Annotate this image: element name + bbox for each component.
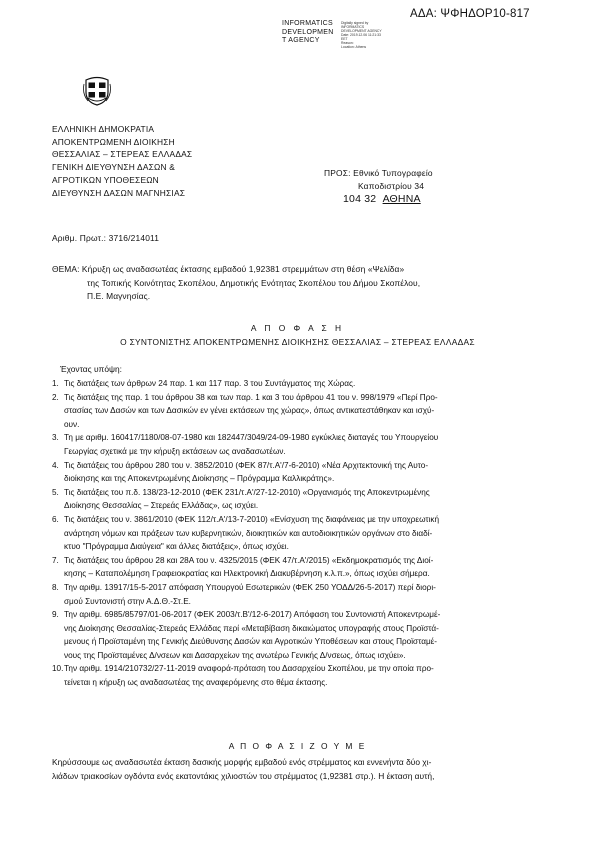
list-item-text: Γεωργίας σχετικά με την κήρυξη εκτάσεων ως αναδασωτέων. (64, 446, 286, 456)
list-item (52, 540, 542, 554)
list-item-number (52, 404, 64, 418)
list-item-number (52, 418, 64, 432)
list-item (52, 418, 542, 432)
list-item (52, 662, 542, 676)
recipient-name: ΠΡΟΣ: Εθνικό Τυπογραφείο (324, 168, 433, 178)
list-item (52, 581, 542, 595)
list-item-text: στασίας των Δασών και των Δασικών εν γένει εκτάσεων της χώρας», όπως αντικατεστάθηκαν και ισχύ- (64, 406, 435, 416)
protocol-number: Αριθμ. Πρωτ.: 3716/214011 (52, 233, 160, 243)
recipient-city: ΑΘΗΝΑ (382, 192, 421, 205)
list-item (52, 391, 542, 405)
stamp-line: DEVELOPMEN (282, 28, 334, 36)
list-item (52, 567, 542, 581)
list-item-number (52, 649, 64, 663)
list-item-text: διοίκησης και της Αποκεντρωμένης Διοίκησης – Πρόγραμμα Καλλικράτης». (64, 474, 335, 484)
list-item-text: Τις διατάξεις του π.δ. 138/23-12-2010 (ΦΕΚ 231/τ.Α'/27-12-2010) «Οργανισμός της Αποκεντρωμένης (64, 487, 430, 497)
list-item (52, 595, 542, 609)
decision-subtitle: Ο ΣΥΝΤΟΝΙΣΤΗΣ ΑΠΟΚΕΝΤΡΩΜΕΝΗΣ ΔΙΟΙΚΗΣΗΣ ΘΕΣΣΑΛΙΑΣ – ΣΤΕΡΕΑΣ ΕΛΛΑΔΑΣ (120, 337, 475, 347)
list-item-number: 3. (52, 433, 59, 443)
list-item (52, 472, 542, 486)
list-item-number: 2. (52, 392, 59, 402)
stamp-detail: INFORMATICS (341, 25, 365, 29)
decision-title: Α Π Ο Φ Α Σ Η (250, 323, 345, 333)
decision-body (52, 756, 542, 783)
considerations-list (52, 377, 542, 690)
signature-stamp-details (341, 21, 382, 49)
list-item-number: 6. (52, 514, 59, 524)
list-item (52, 622, 542, 636)
list-item (52, 459, 542, 473)
authority-line: ΘΕΣΣΑΛΙΑΣ – ΣΤΕΡΕΑΣ ΕΛΛΑΔΑΣ (52, 149, 193, 160)
list-item (52, 608, 542, 622)
recipient-city-line (324, 193, 433, 206)
list-item-text: νης Διοίκησης Θεσσαλίας-Στερεάς Ελλάδας περί «Μεταβίβαση δικαιώματος υπογραφής στους Προϊστά- (64, 623, 439, 633)
list-item (52, 404, 542, 418)
list-item-number (52, 499, 64, 513)
list-item (52, 486, 542, 500)
list-item (52, 431, 542, 445)
list-item (52, 554, 542, 568)
list-item-number (52, 445, 64, 459)
subject-line: Π.Ε. Μαγνησίας. (87, 291, 151, 301)
authority-line: ΔΙΕΥΘΥΝΣΗ ΔΑΣΩΝ ΜΑΓΝΗΣΙΑΣ (52, 187, 186, 198)
list-item-text: Τη με αριθμ. 160417/1180/08-07-1980 και 182447/3049/24-09-1980 εγκύκλιες διαταγές του Υπουργείου (64, 433, 439, 443)
list-item-text: μενους ή Προϊσταμένη της Γενικής Διεύθυνσης Δασών και Αγροτικών Υποθέσεων και στους Προϊσταμέ- (64, 637, 438, 647)
list-item (52, 377, 542, 391)
list-item-number (52, 567, 64, 581)
stamp-line: T AGENCY (282, 37, 320, 44)
list-item-text: Την αριθμ. 13917/15-5-2017 απόφαση Υπουργού Εσωτερικών (ΦΕΚ 250 ΥΟΔΔ/26-5-2017) περί διορι- (64, 582, 436, 592)
list-item-text: τείνεται η κήρυξη ως αναδασωτέας της αναφερόμενης στο θέμα έκτασης. (64, 678, 328, 688)
subject-line: της Τοπικής Κοινότητας Σκοπέλου, Δημοτικής Ενότητας Σκοπέλου του Δήμου Σκοπέλου, (87, 277, 421, 288)
list-item-text: Την αριθμ. 6985/85797/01-06-2017 (ΦΕΚ 2003/τ.Β'/12-6-2017) Απόφαση του Συντονιστή Αποκεντρωμέ- (64, 610, 441, 620)
stamp-detail: EET (341, 37, 348, 41)
authority-line: ΑΠΟΚΕΝΤΡΩΜΕΝΗ ΔΙΟΙΚΗΣΗ (52, 136, 175, 147)
stamp-line: INFORMATICS (282, 20, 334, 27)
list-item-number: 7. (52, 555, 59, 565)
recipient-postcode: 104 32 (343, 192, 377, 205)
list-item-text: σμού Συντονιστή στην Α.Δ.Θ.-Στ.Ε. (64, 596, 191, 606)
list-item-number: 10. (52, 664, 64, 674)
list-item-number (52, 540, 64, 554)
authority-line: ΑΓΡΟΤΙΚΩΝ ΥΠΟΘΕΣΕΩΝ (52, 174, 159, 185)
authority-line: ΓΕΝΙΚΗ ΔΙΕΥΘΥΝΣΗ ΔΑΣΩΝ & (52, 162, 176, 173)
decide-heading: Α Π Ο Φ Α Σ Ι Ζ Ο Υ Μ Ε (228, 741, 367, 751)
list-item-text: Διοίκησης Θεσσαλίας – Στερεάς Ελλάδας», ως ισχύει. (64, 501, 259, 511)
list-item-text: κτυο "Πρόγραμμα Διαύγεια" και άλλες διατάξεις», όπως ισχύει. (64, 542, 289, 552)
list-item (52, 445, 542, 459)
authority-line: ΕΛΛΗΝΙΚΗ ΔΗΜΟΚΡΑΤΙΑ (52, 124, 155, 134)
subject-line: ΘΕΜΑ: Κήρυξη ως αναδασωτέας έκτασης εμβαδού 1,92381 στρεμμάτων στη θέση «Ψελίδα» (52, 264, 405, 274)
list-item-text: κησης – Καταπολέμηση Γραφειοκρατίας και Ηλεκτρονική Διακυβέρνηση κ.λ.π.», όπως ισχύει σήμερα. (64, 569, 430, 579)
list-item-text: Τις διατάξεις του άρθρου 28 και 28Α του ν. 4325/2015 (ΦΕΚ 47/τ.Α'/2015) «Εκδημοκρατισμός της Διοί- (64, 555, 434, 565)
issuing-authority (52, 123, 192, 199)
list-item-number: 8. (52, 582, 59, 592)
stamp-detail: Location: Athens (341, 45, 367, 49)
list-item-number: 5. (52, 487, 59, 497)
list-item-text: Τις διατάξεις της παρ. 1 του άρθρου 38 και των παρ. 1 και 3 του άρθρου 41 του ν. 998/1979 «Περί Προ- (64, 392, 438, 402)
list-item (52, 513, 542, 527)
recipient-street: Καποδιστρίου 34 (358, 180, 425, 191)
decision-line: λιάδων τριακοσίων ογδόντα ενός εκατοντάκις χιλιοστών του στρέμματος (1,92381 στρ.). Η έκταση αυτή, (52, 770, 435, 781)
signature-stamp-label (282, 20, 334, 46)
list-item-text: ανάρτηση νόμων και πράξεων των κυβερνητικών, διοικητικών και αυτοδιοικητικών οργάνων στο διαδί- (64, 528, 433, 538)
list-item-number (52, 527, 64, 541)
greek-coat-of-arms-icon (82, 76, 112, 106)
stamp-detail: DEVELOPMENT AGENCY (341, 29, 382, 33)
list-item-number: 1. (52, 379, 59, 388)
subject-block (52, 263, 532, 304)
list-item-text: Τις διατάξεις του ν. 3861/2010 (ΦΕΚ 112/τ.Α'/13-7-2010) «Ενίσχυση της διαφάνειας με την υποχρεωτική (64, 514, 440, 524)
list-item-number (52, 595, 64, 609)
stamp-detail: Reason: (341, 41, 354, 45)
decision-line: Κηρύσσουμε ως αναδασωτέα έκταση δασικής μορφής εμβαδού ενός στρέμματος και εννενήντα δύο χι- (52, 757, 432, 767)
list-item-number (52, 622, 64, 636)
list-item (52, 676, 542, 690)
considerations-intro: Έχοντας υπόψη: (60, 364, 122, 374)
list-item-text: ουν. (64, 419, 80, 429)
list-item-text: Την αριθμ. 1914/210732/27-11-2019 αναφορά-πρόταση του Δασαρχείου Σκοπέλου, με την οποία προ- (64, 664, 434, 674)
list-item-text: Τις διατάξεις του άρθρου 280 του ν. 3852/2010 (ΦΕΚ 87/τ.Α'/7-6-2010) «Νέα Αρχιτεκτονική της Αυτο- (64, 460, 429, 470)
ada-code: ΑΔΑ: ΨΦΗΔΟΡ10-817 (410, 8, 530, 20)
stamp-detail: Digitally signed by (341, 21, 369, 25)
list-item (52, 499, 542, 513)
stamp-detail: Date: 2019.12.06 11:21:33 (341, 33, 381, 37)
list-item-number (52, 472, 64, 486)
list-item-number: 9. (52, 610, 59, 620)
list-item (52, 527, 542, 541)
list-item (52, 649, 542, 663)
list-item-text: νους της Προϊσταμένες Δ/νσεων και Δασαρχείων της ανωτέρω Γενικής Δ/νσεως, όπως ισχύει». (64, 650, 406, 660)
list-item-number (52, 676, 64, 690)
list-item-number (52, 635, 64, 649)
list-item-number: 4. (52, 460, 59, 470)
list-item (52, 635, 542, 649)
list-item-text: Τις διατάξεις των άρθρων 24 παρ. 1 και 117 παρ. 3 του Συντάγματος της Χώρας. (64, 379, 356, 388)
recipient-block (324, 167, 433, 205)
